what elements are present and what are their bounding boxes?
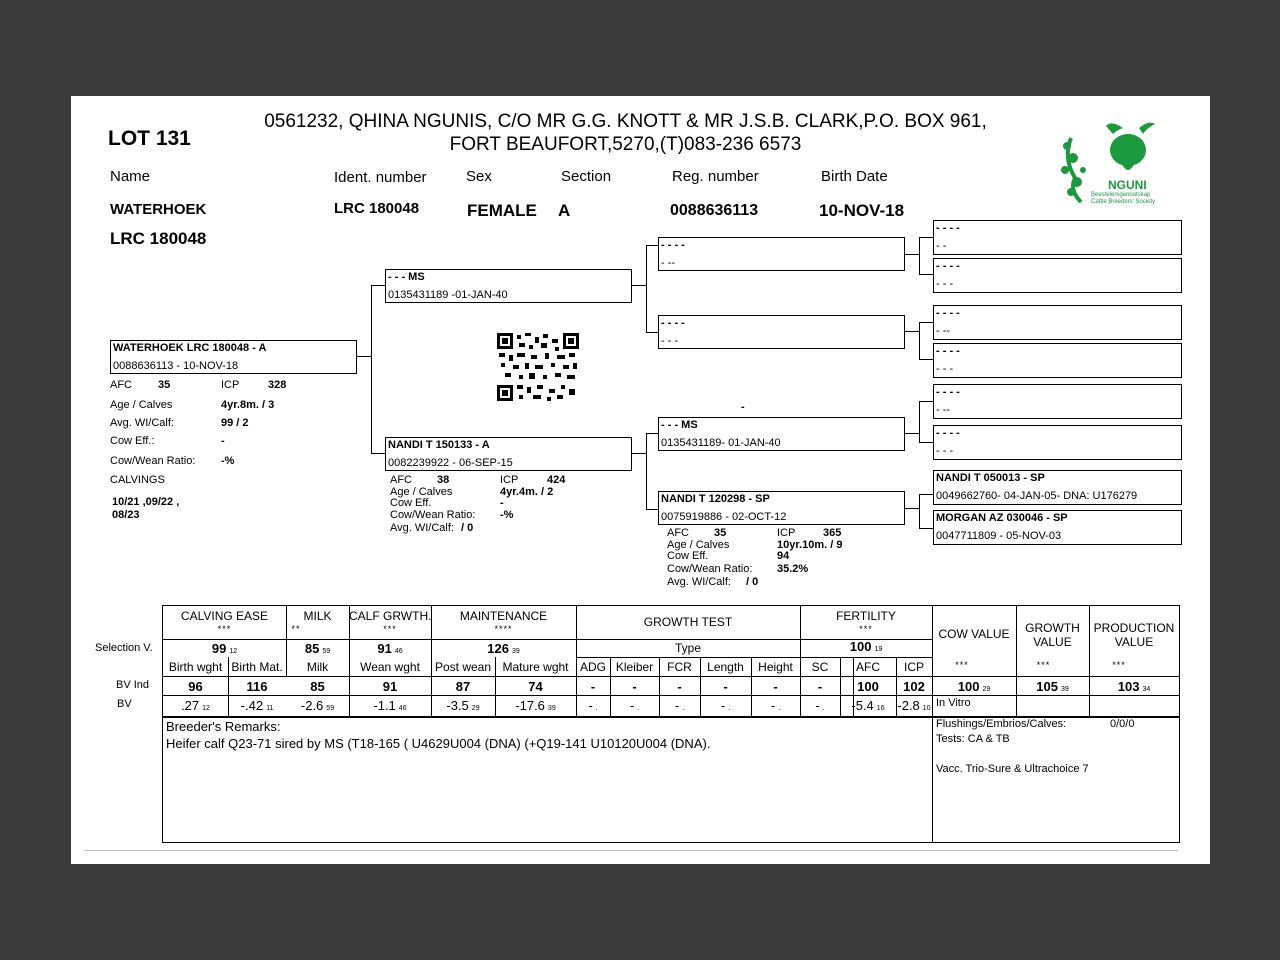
label-birth: Birth Date: [821, 168, 888, 185]
dam-icp: 424: [547, 474, 566, 486]
flushings-label: Flushings/Embrios/Calves:: [936, 718, 1067, 730]
bvind-milk: 85: [310, 679, 325, 694]
dam-title: NANDI T 150133 - A: [388, 439, 490, 451]
great-grandparent-8: [933, 510, 1182, 545]
dam-wi-label: Avg. WI/Calf:: [390, 522, 454, 534]
dam-box: [385, 437, 632, 471]
col-afc: AFC: [856, 660, 880, 674]
stars-milk: **: [291, 624, 301, 634]
dam-eff-label: Cow Eff.: [390, 497, 432, 509]
stars-cow-value: ***: [955, 660, 969, 670]
sire-dam-box: [658, 315, 905, 349]
animal-name: WATERHOEK: [110, 201, 207, 218]
header-growth-value-2: VALUE: [1033, 635, 1072, 649]
stars-fertility: ***: [859, 624, 873, 634]
bvind-icp: 102: [903, 679, 925, 694]
sel-milk: 85 59: [304, 641, 331, 656]
bv-birth-mat: -.42 11: [240, 698, 274, 713]
sel-calf: 91 46: [377, 641, 403, 656]
animal-section: A: [558, 201, 571, 220]
great-grandparent-1: [933, 220, 1182, 255]
dam-dam-icp: 365: [823, 527, 842, 539]
animal-afc-label: AFC: [110, 379, 132, 391]
bv-icp: -2.8 10: [897, 698, 931, 713]
qr-code: [497, 333, 579, 401]
bv-adg: - .: [588, 698, 598, 713]
bvind-afc: 100: [857, 679, 879, 694]
sire-dam-title: - - - -: [661, 317, 685, 329]
col-wean-weight: Wean wght: [360, 660, 420, 674]
stars-calving: ***: [217, 624, 232, 634]
ggp2-reg: - - -: [936, 278, 954, 290]
header-fertility: FERTILITY: [836, 609, 896, 623]
animal-box: [110, 340, 357, 374]
bvind-fcr: -: [677, 679, 682, 694]
ggp8-reg: 0047711809 - 05-NOV-03: [936, 530, 1062, 542]
animal-box-title: WATERHOEK LRC 180048 - A: [113, 342, 267, 354]
header-type: Type: [674, 641, 701, 655]
bv-afc: -5.4 16: [851, 698, 885, 713]
dam-afc-label: AFC: [390, 474, 412, 486]
great-grandparent-4: [933, 343, 1182, 378]
dam-cw-label: Cow/Wean Ratio:: [390, 509, 476, 521]
dam-age-label: Age / Calves: [390, 486, 453, 498]
dam-dam-cw: 35.2%: [777, 563, 809, 575]
bv-mature-weight: -17.6 39: [515, 698, 556, 713]
ggp1-title: - - - -: [936, 222, 960, 234]
sire-box: [385, 269, 632, 303]
animal-cw: -%: [221, 455, 235, 467]
ggp3-title: - - - -: [936, 307, 960, 319]
dam-sire-title: - - - MS: [661, 419, 698, 431]
bvind-wean-weight: 91: [382, 679, 398, 694]
dam-wi: / 0: [461, 522, 474, 534]
col-sc: SC: [811, 660, 829, 674]
animal-name-id: LRC 180048: [110, 229, 207, 248]
sire-sire-reg: - --: [661, 257, 676, 269]
logo-society-2: Cattle Breeders' Society: [1091, 199, 1156, 205]
dam-dam-wi: / 0: [746, 576, 759, 588]
logo-name: NGUNI: [1108, 178, 1147, 192]
sire-sire-title: - - - -: [661, 239, 685, 251]
bv-milk: -2.6 59: [300, 698, 335, 713]
label-section: Section: [561, 168, 612, 185]
bvind-height: -: [773, 679, 778, 694]
breeder-line-1: 0561232, QHINA NGUNIS, C/O MR G.G. KNOTT & MR J.S.B. CLARK,P.O. BOX 961,: [264, 111, 987, 132]
stars-growth-value: ***: [1036, 660, 1051, 670]
dam-dam-reg: 0075919886 - 02-OCT-12: [661, 511, 787, 523]
bv-kleiber: - .: [629, 698, 640, 713]
header-milk: MILK: [303, 609, 332, 623]
animal-cow-eff-label: Cow Eff.:: [110, 435, 155, 447]
ggp5-title: - - - -: [936, 386, 960, 398]
bvind-adg: -: [590, 679, 596, 694]
sire-dam-reg: - - -: [661, 335, 679, 347]
great-grandparent-6: [933, 425, 1182, 460]
bv-wean-weight: -1.1 46: [373, 698, 407, 713]
header-growth-value-1: GROWTH: [1025, 621, 1080, 635]
bv-post-wean: -3.5 29: [446, 698, 480, 713]
dam-age: 4yr.4m. / 2: [500, 486, 554, 498]
animal-wi: 99 / 2: [221, 417, 249, 429]
vacc-text: Vacc. Trio-Sure & Ultrachoice 7: [936, 763, 1089, 775]
bv-length: - .: [720, 698, 731, 713]
breeder-line-2: FORT BEAUFORT,5270,(T)083-236 6573: [449, 134, 802, 155]
label-reg: Reg. number: [672, 168, 759, 185]
animal-ident: LRC 180048: [334, 200, 420, 217]
col-length: Length: [707, 660, 744, 674]
animal-icp: 328: [268, 379, 287, 391]
ggp1-reg: - -: [936, 240, 947, 252]
header-calf-growth: CALF GRWTH.: [349, 609, 432, 623]
ggp5-reg: - --: [936, 404, 951, 416]
bvind-birth-weight: 96: [188, 679, 203, 694]
dam-dam-title: NANDI T 120298 - SP: [661, 493, 770, 505]
row-label-bvind: BV Ind: [116, 679, 150, 691]
row-label-selection: Selection V.: [95, 642, 153, 654]
animal-reg: 0088636113: [670, 202, 759, 219]
dam-eff: -: [500, 497, 504, 509]
bvind-post-wean: 87: [455, 679, 471, 694]
ggp8-title: MORGAN AZ 030046 - SP: [936, 512, 1068, 524]
sire-title: - - - MS: [388, 271, 425, 283]
dam-afc: 38: [437, 474, 450, 486]
dam-dam-wi-label: Avg. WI/Calf:: [667, 576, 731, 588]
nguni-logo: [1051, 118, 1166, 208]
dam-sire-mark: -: [741, 401, 745, 413]
dam-icp-label: ICP: [500, 474, 519, 486]
dam-cw: -%: [500, 509, 514, 521]
sel-fertility: 100 19: [849, 639, 883, 654]
dam-dam-cw-label: Cow/Wean Ratio:: [667, 563, 753, 575]
ggp6-title: - - - -: [936, 427, 960, 439]
bv-in-vitro: In Vitro: [936, 697, 971, 709]
sel-maint: 126 39: [487, 641, 520, 656]
bvind-production-value: 103 34: [1117, 679, 1151, 694]
dam-sire-reg: 0135431189- 01-JAN-40: [661, 437, 781, 449]
dam-dam-age-label: Age / Calves: [667, 539, 730, 551]
qr-code-icon: [497, 333, 579, 401]
catalogue-page: [71, 96, 1210, 864]
great-grandparent-7: [933, 470, 1182, 505]
col-birth-mat: Birth Mat.: [231, 660, 283, 674]
sire-reg: 0135431189 -01-JAN-40: [388, 289, 508, 301]
dam-dam-afc: 35: [714, 527, 727, 539]
dam-reg: 0082239922 - 06-SEP-15: [388, 457, 513, 469]
col-post-wean: Post wean: [434, 660, 492, 674]
col-fcr: FCR: [667, 660, 692, 674]
ggp7-title: NANDI T 050013 - SP: [936, 472, 1045, 484]
remarks-text: Heifer calf Q23-71 sired by MS (T18-165 ( U4629U004 (DNA) (+Q19-141 U10120U004 (DNA).: [166, 736, 711, 751]
bvind-length: -: [723, 679, 728, 694]
animal-calvings-2: 08/23: [112, 509, 140, 521]
bv-sc: - .: [815, 698, 825, 713]
animal-icp-label: ICP: [221, 379, 240, 391]
stars-maint: ****: [494, 624, 513, 634]
animal-age-label: Age / Calves: [110, 399, 173, 411]
flushings-value: 0/0/0: [1110, 718, 1135, 730]
col-birth-weight: Birth wght: [168, 660, 223, 674]
dam-sire-box: [658, 417, 905, 451]
bvind-growth-value: 105 39: [1036, 679, 1069, 694]
header-production-value-2: VALUE: [1114, 635, 1154, 649]
label-name: Name: [110, 168, 151, 185]
ggp3-reg: - --: [936, 325, 951, 337]
col-icp: ICP: [903, 660, 924, 674]
dam-dam-icp-label: ICP: [777, 527, 796, 539]
animal-cw-label: Cow/Wean Ratio:: [110, 455, 196, 467]
ggp4-title: - - - -: [936, 345, 960, 357]
col-kleiber: Kleiber: [615, 660, 654, 674]
animal-sex: FEMALE: [467, 201, 537, 220]
sire-sire-box: [658, 237, 905, 271]
dam-dam-afc-label: AFC: [667, 527, 689, 539]
great-grandparent-5: [933, 384, 1182, 419]
ggp7-reg: 0049662760- 04-JAN-05- DNA: U176279: [936, 490, 1138, 502]
animal-box-reg: 0088636113 - 10-NOV-18: [113, 360, 239, 372]
header-production-value-1: PRODUCTION: [1093, 621, 1175, 635]
footer-divider: [84, 850, 1178, 851]
great-grandparent-3: [933, 305, 1182, 340]
breeding-value-table: [162, 605, 1180, 843]
lot-number: LOT 131: [108, 127, 191, 150]
bv-fcr: - .: [674, 698, 685, 713]
label-sex: Sex: [466, 168, 492, 185]
bvind-sc: -: [817, 679, 823, 694]
animal-afc: 35: [158, 379, 171, 391]
bvind-birth-mat: 116: [246, 679, 268, 694]
bvind-kleiber: -: [632, 679, 637, 694]
remarks-title: Breeder's Remarks:: [166, 719, 281, 734]
dam-dam-box: [658, 491, 905, 525]
label-ident: Ident. number: [334, 169, 427, 186]
dam-dam-age: 10yr.10m. / 9: [777, 539, 843, 551]
header-growth-test: GROWTH TEST: [643, 615, 733, 629]
ggp6-reg: - - -: [936, 445, 954, 457]
ggp2-title: - - - -: [936, 260, 960, 272]
animal-calvings-label: CALVINGS: [110, 474, 165, 486]
animal-age: 4yr.8m. / 3: [221, 399, 275, 411]
row-label-bv: BV: [117, 698, 132, 710]
col-mature-weight: Mature wght: [502, 660, 569, 674]
bvind-cow-value: 100 29: [957, 679, 991, 694]
header-cow-value: COW VALUE: [938, 627, 1010, 641]
stars-production-value: ***: [1112, 660, 1126, 670]
header-maintenance: MAINTENANCE: [459, 609, 548, 623]
stars-calf: ***: [383, 624, 397, 634]
animal-cow-eff: -: [221, 435, 225, 447]
great-grandparent-2: [933, 258, 1182, 293]
bvind-mature-weight: 74: [528, 679, 543, 694]
dam-dam-eff: 94: [777, 550, 790, 562]
col-milk: Milk: [306, 660, 329, 674]
dam-dam-eff-label: Cow Eff.: [667, 550, 709, 562]
tests-text: Tests: CA & TB: [936, 733, 1010, 745]
sel-calving: 99 12: [211, 641, 238, 656]
header-calving-ease: CALVING EASE: [180, 609, 269, 623]
col-height: Height: [758, 660, 793, 674]
animal-wi-label: Avg. WI/Calf:: [110, 417, 174, 429]
col-adg: ADG: [579, 660, 606, 674]
animal-birth: 10-NOV-18: [819, 201, 905, 220]
bv-birth-weight: .27 12: [181, 698, 210, 713]
bv-height: - .: [770, 698, 781, 713]
ggp4-reg: - - -: [936, 363, 954, 375]
logo-society-1: Beestelersgenootskap: [1091, 192, 1151, 198]
animal-calvings-1: 10/21 ,09/22 ,: [112, 496, 180, 508]
